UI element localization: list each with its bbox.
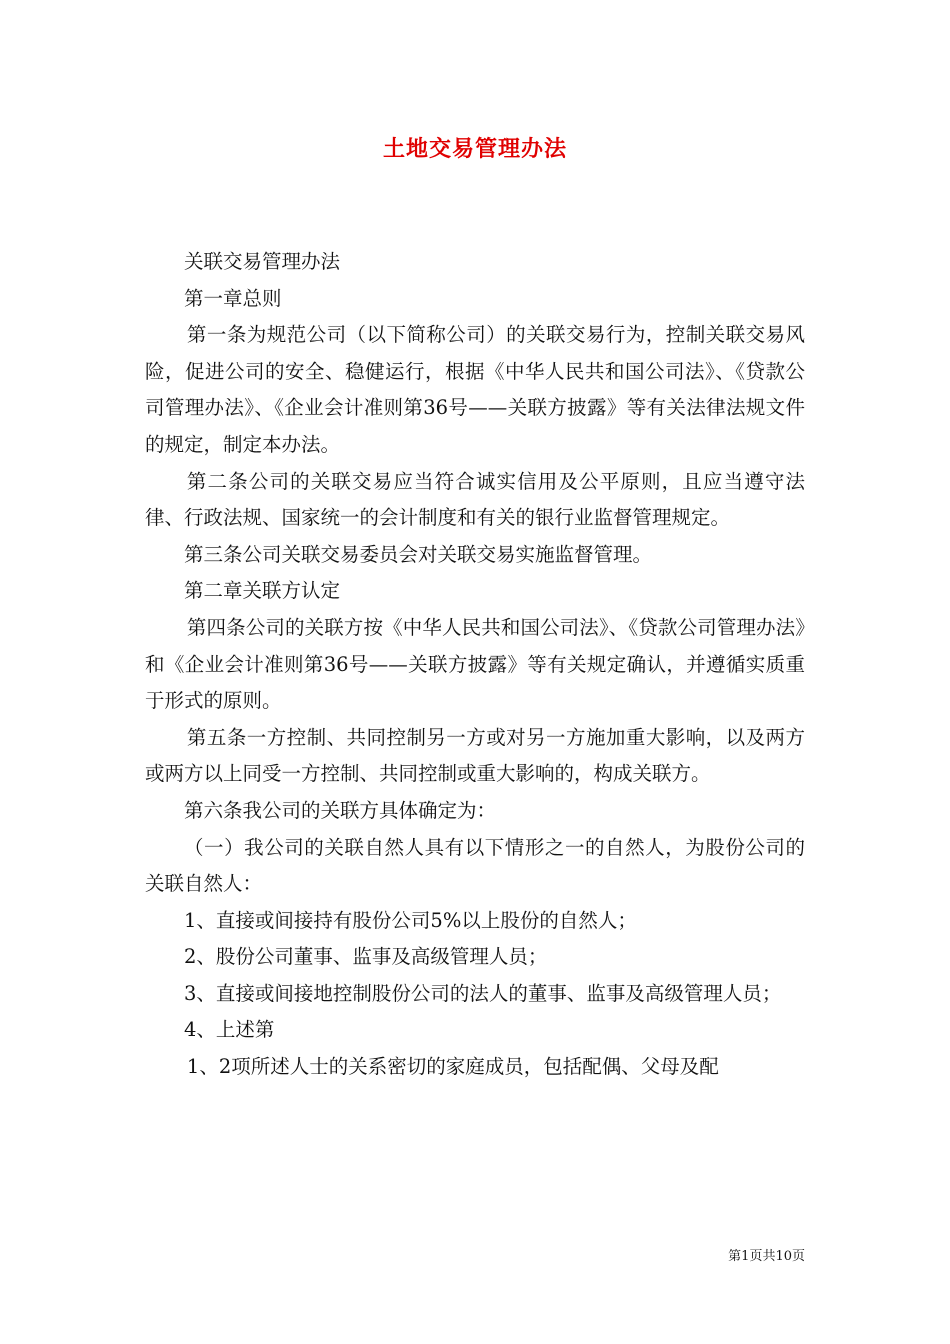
chapter-heading: 第一章总则 [184, 286, 282, 310]
list-item: 3、直接或间接地控制股份公司的法人的董事、监事及高级管理人员； [184, 981, 782, 1005]
paragraph: 第二条公司的关联交易应当符合诚实信用及公平原则，且应当遵守法律、行政法规、国家统一的会计制度和有关的银行业监督管理规定。 [145, 469, 805, 530]
list-item: 1、直接或间接持有股份公司5%以上股份的自然人； [184, 908, 637, 932]
paragraph: 第三条公司关联交易委员会对关联交易实施监督管理。 [184, 542, 653, 566]
list-item: 2、股份公司董事、监事及高级管理人员； [184, 945, 548, 969]
paragraph: 第五条一方控制、共同控制另一方或对另一方施加重大影响，以及两方或两方以上同受一方控制、共同控制或重大影响的，构成关联方。 [145, 725, 805, 786]
paragraph: （一）我公司的关联自然人具有以下情形之一的自然人，为股份公司的关联自然人： [145, 835, 805, 896]
chapter-heading: 第二章关联方认定 [184, 579, 341, 603]
page-title: 土地交易管理办法 [382, 136, 567, 162]
list-item: 1、2项所述人士的关系密切的家庭成员，包括配偶、父母及配 [186, 1055, 719, 1079]
paragraph: 第四条公司的关联方按《中华人民共和国公司法》、《贷款公司管理办法》和《企业会计准则第36号——关联方披露》等有关规定确认，并遵循实质重于形式的原则。 [145, 615, 805, 713]
paragraph: 关联交易管理办法 [184, 250, 341, 273]
paragraph: 第六条我公司的关联方具体确定为： [184, 798, 497, 822]
document-body [145, 244, 805, 1086]
list-item: 4、上述第 [184, 1018, 275, 1042]
page-number: 第1页共10页 [728, 1249, 805, 1264]
paragraph: 第一条为规范公司（以下简称公司）的关联交易行为，控制关联交易风险，促进公司的安全、稳健运行，根据《中华人民共和国公司法》、《贷款公司管理办法》、《企业会计准则第36号——关联方披露》等有关法律法规文件的规定，制定本办法。 [145, 323, 805, 456]
